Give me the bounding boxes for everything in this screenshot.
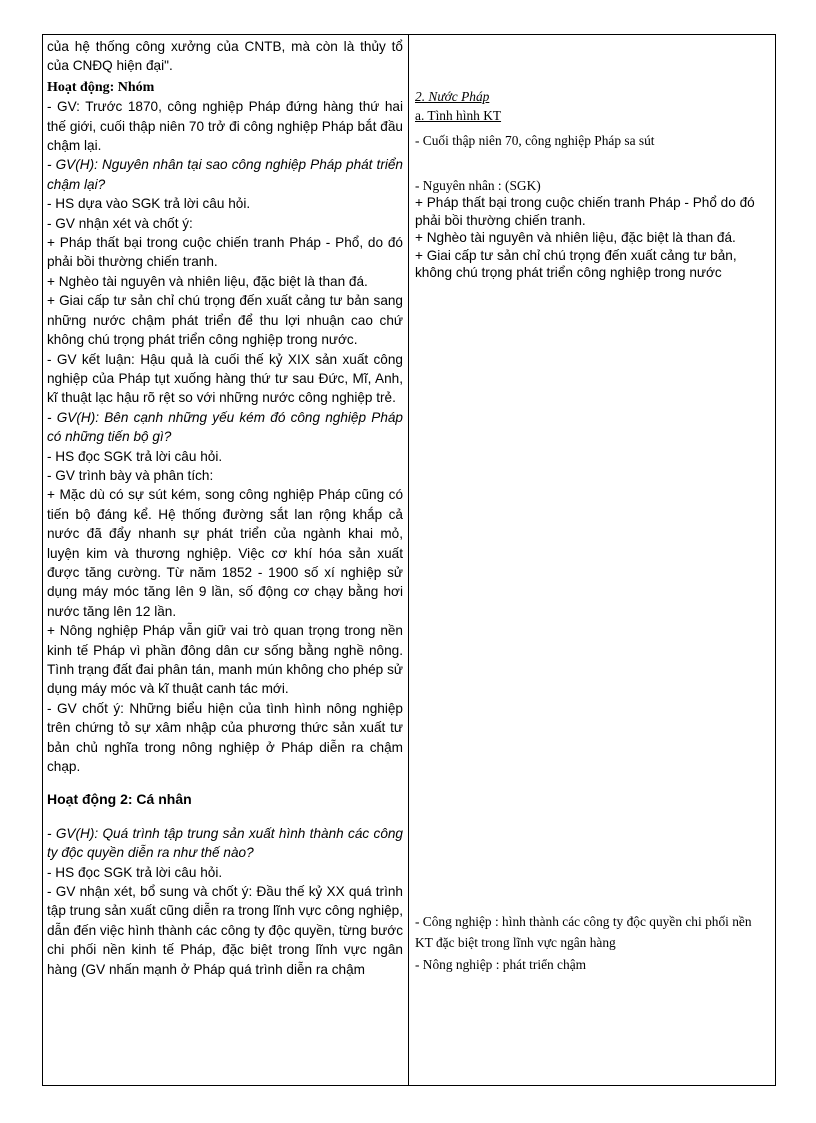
activity-heading-group: Hoạt động: Nhóm bbox=[47, 79, 155, 95]
teacher-summary-2: - GV chốt ý: Những biểu hiện của tình hình nông nghiệp trên chứng tỏ sự xâm nhập của phương thức sản xuất tư bản chủ nghĩa trong nông nghiệp ở Pháp diễn ra chậm chạp. bbox=[47, 700, 403, 775]
decline-note: - Cuối thập niên 70, công nghiệp Pháp sa sút bbox=[415, 133, 655, 148]
student-response-1: - HS dựa vào SGK trả lời câu hỏi. bbox=[47, 196, 251, 212]
question-1: - GV(H): Nguyên nhân tại sao công nghiệp Pháp phát triển chậm lại? bbox=[47, 157, 403, 192]
reason-2: + Nghèo tài nguyên và nhiên liệu, đặc biệt là than đá. bbox=[47, 273, 368, 289]
cause-3: + Giai cấp tư sản chỉ chú trọng đến xuất cảng tư bản, không chú trọng phát triển công nghiệp trong nước bbox=[415, 247, 737, 281]
question-2: - GV(H): Bên cạnh những yếu kém đó công nghiệp Pháp có những tiến bộ gì? bbox=[47, 409, 403, 445]
teacher-activity-column bbox=[47, 37, 403, 979]
reason-3: + Giai cấp tư sản chỉ chú trọng đến xuất cảng tư bản sang những nước chậm phát triển để thu lợi nhuận cao chứ không chú trọng phát triển công nghiệp trong nước. bbox=[47, 293, 403, 348]
agriculture-note: - Nông nghiệp : phát triển chậm bbox=[415, 957, 587, 972]
student-response-2: - HS đọc SGK trả lời câu hỏi. bbox=[47, 448, 223, 464]
cause-label: - Nguyên nhân : (SGK) bbox=[415, 178, 541, 193]
subsection-title: a. Tình hình KT bbox=[415, 108, 502, 123]
column-divider bbox=[408, 35, 409, 1085]
activity-heading-individual: Hoạt động 2: Cá nhân bbox=[47, 791, 192, 808]
cause-2: + Nghèo tài nguyên và nhiên liệu, đặc biệt là than đá. bbox=[415, 230, 736, 246]
reason-1: + Pháp thất bại trong cuộc chiến tranh Pháp - Phổ, do đó phải bồi thường chiến tranh. bbox=[47, 235, 403, 270]
industry-note: - Công nghiệp : hình thành các công ty độc quyền chi phối nền KT đặc biệt trong lĩnh vực ngân hàng bbox=[415, 914, 752, 950]
teacher-analysis: - GV trình bày và phân tích: bbox=[47, 467, 214, 483]
industry-progress: + Mặc dù có sự sút kém, song công nghiệp Pháp cũng có tiến bộ đáng kể. Hệ thống đường sắt lan rộng khắp cả nước đã đẩy nhanh sự phát triển của ngành khai mỏ, luyện kim và thương nghiệp. Việc cơ khí hóa sản xuất được tăng cường. Từ năm 1852 - 1900 số xí nghiệp sử dụng máy móc tăng lên 9 lần, số động cơ chạy bằng hơi nước tăng lên 12 lần. bbox=[47, 487, 403, 619]
teacher-summary-3: - GV nhận xét, bổ sung và chốt ý: Đầu thế kỷ XX quá trình tập trung sản xuất cũng diễn ra trong lĩnh vực công nghiệp, dẫn đến việc hình thành các công ty độc quyền, từng bước chi phối nền kinh tế Pháp, đặc biệt trong lĩnh vực ngân hàng (GV nhấn mạnh ở Pháp quá trình diễn ra chậm bbox=[47, 884, 403, 977]
lesson-table bbox=[42, 34, 776, 1086]
question-3: - GV(H): Quá trình tập trung sản xuất hình thành các công ty độc quyền diễn ra như thế nào? bbox=[47, 825, 403, 861]
cause-1: + Pháp thất bại trong cuộc chiến tranh Pháp - Phổ do đó phải bồi thường chiến tranh. bbox=[415, 195, 755, 228]
section-title: 2. Nước Pháp bbox=[415, 89, 490, 104]
teacher-intro: - GV: Trước 1870, công nghiệp Pháp đứng hàng thứ hai thế giới, cuối thập niên 70 trở đi công nghiệp Pháp bắt đầu chậm lại. bbox=[47, 99, 403, 154]
teacher-conclusion: - GV kết luận: Hậu quả là cuối thế kỷ XIX sản xuất công nghiệp của Pháp tụt xuống hàng thứ tư sau Đức, Mĩ, Anh, kĩ thuật lạc hậu rõ rệt so với những nước công nghiệp trẻ. bbox=[47, 351, 403, 406]
student-response-3: - HS đọc SGK trả lời câu hỏi. bbox=[47, 864, 223, 880]
agriculture-role: + Nông nghiệp Pháp vẫn giữ vai trò quan trọng trong nền kinh tế Pháp vì phần đông dân cư sống bằng nghề nông. Tình trạng đất đai phân tán, manh mún không cho phép sử dụng máy móc và kĩ thuật canh tác mới. bbox=[47, 623, 403, 697]
cause-list bbox=[415, 194, 772, 282]
intro-text: của hệ thống công xưởng của CNTB, mà còn là thủy tổ của CNĐQ hiện đại". bbox=[47, 39, 403, 74]
teacher-summary-1: - GV nhận xét và chốt ý: bbox=[47, 215, 193, 231]
